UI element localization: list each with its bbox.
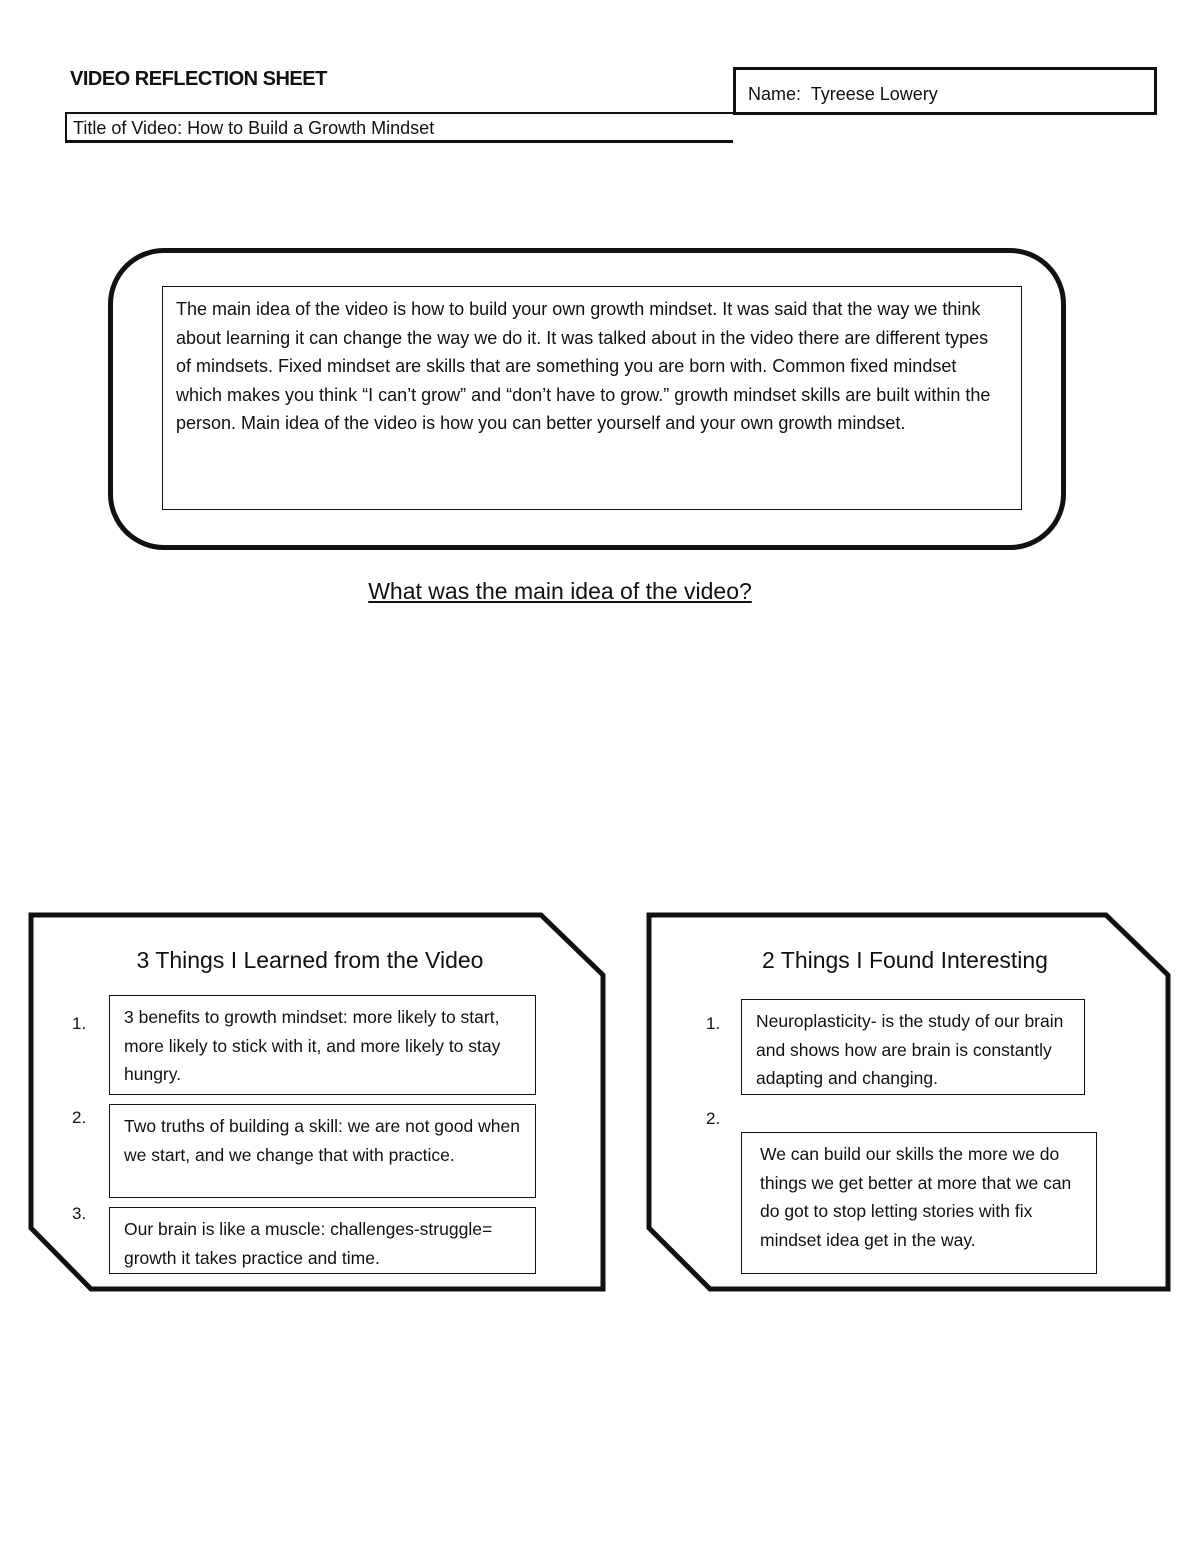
video-title-value: How to Build a Growth Mindset bbox=[187, 118, 435, 138]
name-field bbox=[733, 67, 1157, 115]
name-value: Tyreese Lowery bbox=[810, 84, 938, 104]
learned-number-2: 2. bbox=[72, 1108, 87, 1127]
learned-item-3: Our brain is like a muscle: challenges-struggle= growth it takes practice and time. bbox=[109, 1207, 536, 1274]
learned-heading: 3 Things I Learned from the Video bbox=[136, 947, 484, 973]
interesting-item-1: Neuroplasticity- is the study of our brain and shows how are brain is constantly adapting and changing. bbox=[741, 999, 1085, 1095]
interesting-number-1: 1. bbox=[706, 1014, 721, 1033]
main-idea-question: What was the main idea of the video? bbox=[368, 578, 752, 604]
learned-item-2: Two truths of building a skill: we are not good when we start, and we change that with practice. bbox=[109, 1104, 536, 1198]
video-title-field bbox=[65, 112, 733, 143]
interesting-number-2: 2. bbox=[706, 1109, 721, 1128]
learned-number-3: 3. bbox=[72, 1204, 87, 1223]
name-label: Name: bbox=[748, 84, 802, 104]
main-idea-answer: The main idea of the video is how to build your own growth mindset. It was said that the way we think about learning it can change the way we do it. It was talked about in the video there are different types of mindsets. Fixed mindset are skills that are something you are born with. Common fixed mindset which makes you think “I can’t grow” and “don’t have to grow.” growth mindset skills are built within the person. Main idea of the video is how you can better yourself and your own growth mindset. bbox=[162, 286, 1022, 510]
learned-number-1: 1. bbox=[72, 1014, 87, 1033]
interesting-item-2: We can build our skills the more we do things we get better at more that we can do got to stop letting stories with fix mindset idea get in the way. bbox=[741, 1132, 1097, 1274]
sheet-title: VIDEO REFLECTION SHEET bbox=[70, 68, 327, 90]
learned-item-1: 3 benefits to growth mindset: more likely to start, more likely to stick with it, and more likely to stay hungry. bbox=[109, 995, 536, 1095]
video-title-label: Title of Video: bbox=[73, 118, 183, 138]
interesting-heading: 2 Things I Found Interesting bbox=[762, 947, 1048, 973]
